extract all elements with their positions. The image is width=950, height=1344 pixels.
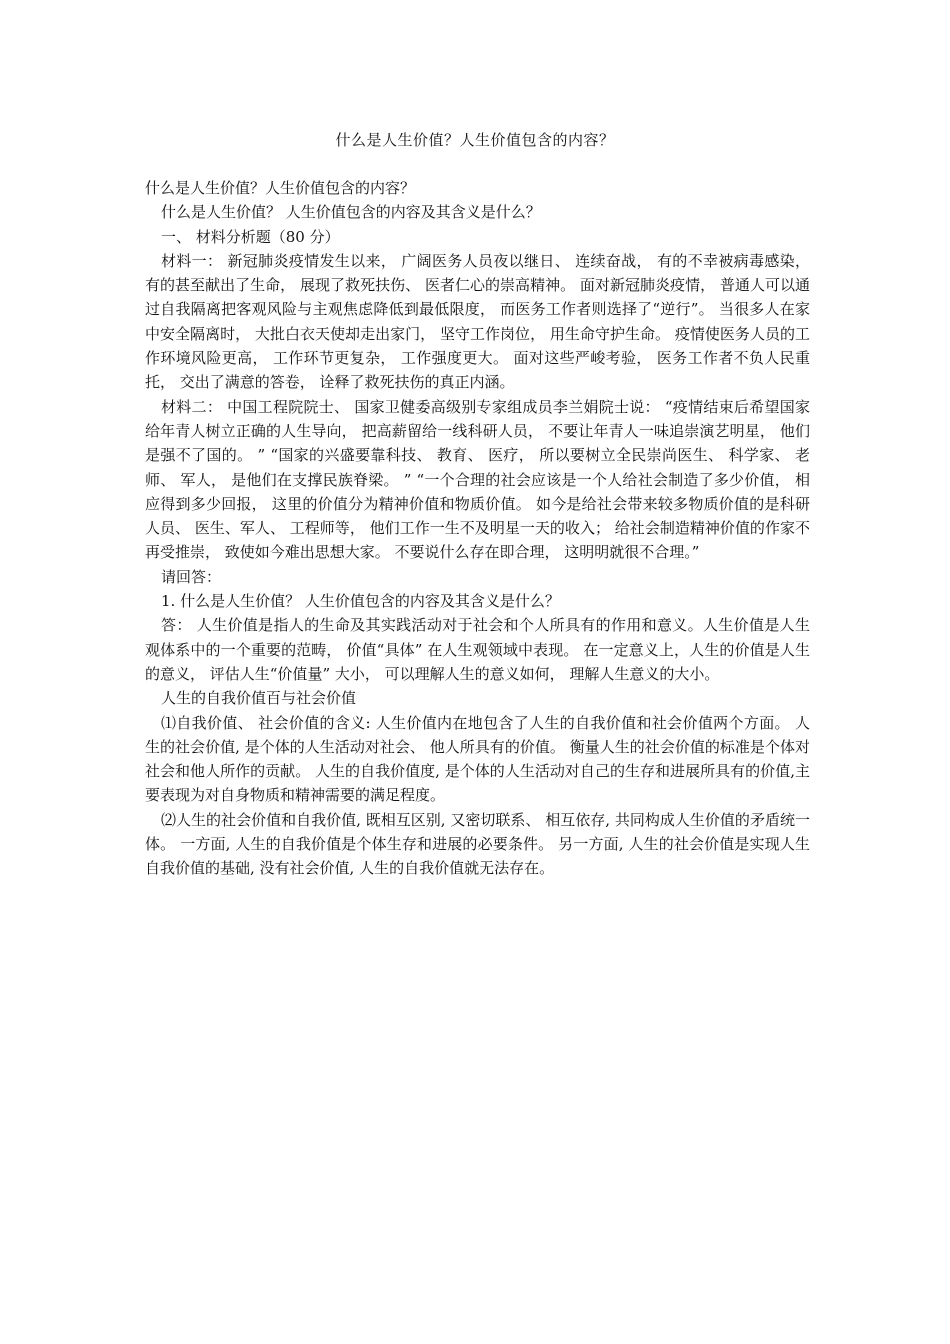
paragraph-material-one: 材料一： 新冠肺炎疫情发生以来， 广阔医务人员夜以继日、 连续奋战， 有的不幸被病毒感染， 有的甚至献出了生命， 展现了救死扶伤、 医者仁心的崇高精神。 面对新冠肺炎疫情， 普通人可以通过自我隔离把客观风险与主观焦虑降低到最低限度， 而医务工作者则选择了“逆行”。 当很多人在家中安全隔离时， 大批白衣天使却走出家门， 坚守工作岗位， 用生命守护生命。 疫情使医务人员的工作环境风险更高， 工作环节更复杂， 工作强度更大。 面对这些严峻考验， 医务工作者不负人民重托， 交出了满意的答卷， 诠释了救死扶伤的真正内涵。 (145, 251, 810, 392)
paragraph-material-two: 材料二： 中国工程院院士、 国家卫健委高级别专家组成员李兰娟院士说： “疫情结束后希望国家给年青人树立正确的人生导向， 把高薪留给一线科研人员， 不要让年青人一味追崇演艺明星， 他们是强不了国的。 ” “国家的兴盛要靠科技、 教育、 医疗， 所以要树立全民崇尚医生、 科学家、 老师、 军人， 是他们在支撑民族脊梁。 ” “一个合理的社会应该是一个人给社会制造了多少价值， 相应得到多少回报， 这里的价值分为精神价值和物质价值。 如今是给社会带来较多物质价值的是科研人员、 医生、军人、 工程师等， 他们工作一生不及明星一天的收入； 给社会制造精神价值的作家不再受推崇， 致使如今难出思想大家。 不要说什么存在即合理， 这明明就很不合理。” (145, 397, 810, 562)
paragraph-section-title: 一、 材料分析题（80 分） (161, 227, 340, 246)
paragraph-point-one: ⑴自我价值、 社会价值的含义: 人生价值内在地包含了人生的自我价值和社会价值两个方面。 人生的社会价值, 是个体的人生活动对社会、 他人所具有的价值。 衡量人生的社会价值的标准是个体对社会和他人所作的贡献。 人生的自我价值度, 是个体的人生活动对自己的生存和进展所具有的价值,主要表现为对自身物质和精神需要的满足程度。 (145, 713, 810, 805)
paragraph-point-two: ⑵人生的社会价值和自我价值, 既相互区别, 又密切联系、 相互依存, 共同构成人生价值的矛盾统一体。 一方面, 人生的自我价值是个体生存和进展的必要条件。 另一方面, 人生的社会价值是实现人生自我价值的基础, 没有社会价值, 人生的自我价值就无法存在。 (145, 810, 810, 878)
paragraph-question: 什么是人生价值？ 人生价值包含的内容及其含义是什么？ (161, 203, 541, 222)
paragraph-question-one: 1. 什么是人生价值？ 人生价值包含的内容及其含义是什么？ (161, 592, 560, 611)
document-body (145, 176, 810, 881)
document-title: 什么是人生价值？人生价值包含的内容？ (335, 131, 615, 149)
paragraph-subheading: 人生的自我价值百与社会价值 (161, 689, 357, 708)
paragraph-heading: 什么是人生价值？人生价值包含的内容？ (145, 179, 416, 197)
paragraph-please-answer: 请回答： (161, 567, 222, 586)
paragraph-answer: 答： 人生价值是指人的生命及其实践活动对于社会和个人所具有的作用和意义。人生价值是人生观体系中的一个重要的范畴， 价值“具体” 在人生观领域中表现。 在一定意义上，人生的价值是人生的意义， 评估人生“价值量” 大小， 可以理解人生的意义如何， 理解人生意义的大小。 (145, 616, 810, 683)
